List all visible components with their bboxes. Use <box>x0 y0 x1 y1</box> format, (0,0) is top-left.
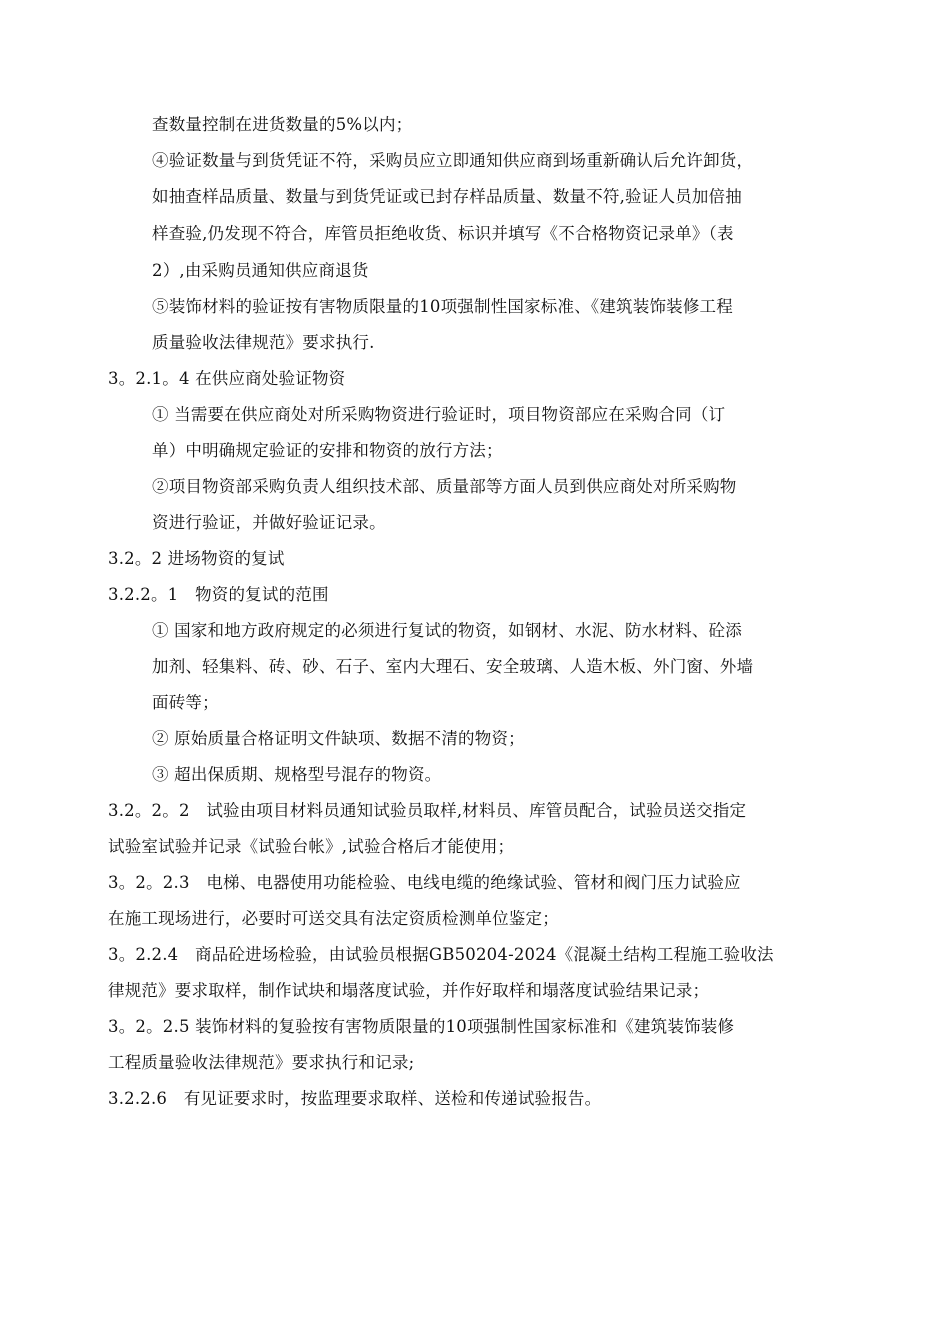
paragraph-line: ⑤装饰材料的验证按有害物质限量的10项强制性国家标准、《建筑装饰装修工程 <box>152 297 733 316</box>
paragraph-line: 3.2。2。2 试验由项目材料员通知试验员取样,材料员、库管员配合，试验员送交指定 <box>108 801 747 820</box>
section-heading: 3.2。2 进场物资的复试 <box>108 549 285 568</box>
paragraph-line: 试验室试验并记录《试验台帐》,试验合格后才能使用； <box>108 837 515 856</box>
paragraph-line: ②项目物资部采购负责人组织技术部、质量部等方面人员到供应商处对所采购物 <box>152 477 737 496</box>
paragraph-line: 单）中明确规定验证的安排和物资的放行方法； <box>152 441 503 460</box>
paragraph-line: 样查验,仍发现不符合，库管员拒绝收货、标识并填写《不合格物资记录单》（表 <box>152 224 734 243</box>
paragraph-line: 如抽查样品质量、数量与到货凭证或已封存样品质量、数量不符,验证人员加倍抽 <box>152 187 742 206</box>
paragraph-line: 工程质量验收法律规范》要求执行和记录; <box>108 1053 415 1072</box>
paragraph-line: ③ 超出保质期、规格型号混存的物资。 <box>152 765 442 784</box>
section-heading: 3。2.1。4 在供应商处验证物资 <box>108 369 346 388</box>
paragraph-line: ④验证数量与到货凭证不符，采购员应立即通知供应商到场重新确认后允许卸货， <box>152 151 754 170</box>
paragraph-line: 3.2.2.6 有见证要求时，按监理要求取样、送检和传递试验报告。 <box>108 1089 602 1108</box>
paragraph-line: ② 原始质量合格证明文件缺项、数据不清的物资； <box>152 729 525 748</box>
paragraph-line: 面砖等； <box>152 693 219 712</box>
paragraph-line: 加剂、轻集料、砖、砂、石子、室内大理石、安全玻璃、人造木板、外门窗、外墙 <box>152 657 754 676</box>
paragraph-line: 3。2。2.5 装饰材料的复验按有害物质限量的10项强制性国家标准和《建筑装饰装修 <box>108 1017 735 1036</box>
paragraph-line: 质量验收法律规范》要求执行. <box>152 333 375 352</box>
paragraph-line: 资进行验证，并做好验证记录。 <box>152 513 386 532</box>
paragraph-line: 3。2。2.3 电梯、电器使用功能检验、电线电缆的绝缘试验、管材和阀门压力试验应 <box>108 873 741 892</box>
section-heading: 3.2.2。1 物资的复试的范围 <box>108 585 329 604</box>
paragraph-line: 查数量控制在进货数量的5%以内； <box>152 115 413 134</box>
paragraph-line: 律规范》要求取样，制作试块和塌落度试验，并作好取样和塌落度试验结果记录； <box>108 981 710 1000</box>
paragraph-line: ① 国家和地方政府规定的必须进行复试的物资，如钢材、水泥、防水材料、砼添 <box>152 621 742 640</box>
paragraph-line: 3。2.2.4 商品砼进场检验，由试验员根据GB50204-2024《混凝土结构工程施工验收法 <box>108 945 774 964</box>
paragraph-line: 2）,由采购员通知供应商退货 <box>152 261 369 280</box>
paragraph-line: ① 当需要在供应商处对所采购物资进行验证时，项目物资部应在采购合同（订 <box>152 405 726 424</box>
paragraph-line: 在施工现场进行，必要时可送交具有法定资质检测单位鉴定； <box>108 909 559 928</box>
